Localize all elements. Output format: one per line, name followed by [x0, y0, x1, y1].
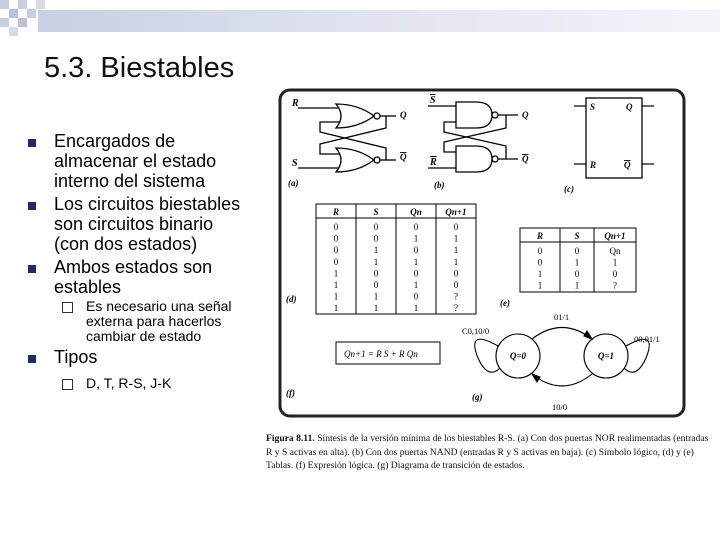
table-cell: 1 [413, 280, 419, 290]
table-cell: 0 [413, 222, 419, 232]
bullet-marker [28, 202, 36, 210]
bullet-1-line: almacenar el estado [54, 151, 217, 171]
table-cell: 0 [373, 233, 379, 244]
table-cell: 1 [537, 280, 543, 291]
table-cell: 1 [574, 280, 580, 291]
table-cell: 0 [373, 222, 379, 232]
table-cell: 1 [413, 303, 419, 314]
table-cell: 1 [537, 269, 543, 279]
label-r-input: R [292, 98, 299, 109]
table-header-cell: R [536, 231, 544, 241]
transition-10: 10/0 [552, 402, 568, 412]
label-d: (d) [286, 294, 297, 304]
label-s-symbol: S [590, 102, 596, 112]
table-cell: ? [454, 291, 458, 302]
label-qbar-symbol: Q [624, 160, 631, 170]
sub-bullet-1 [86, 299, 232, 344]
bullet-1-line: interno del sistema [54, 171, 206, 191]
table-cell: 1 [373, 245, 379, 256]
table-cell: Qn [609, 246, 621, 256]
table-cell: 1 [453, 256, 459, 267]
table-cell: 0 [333, 222, 339, 232]
table-cell: 0 [373, 280, 379, 290]
label-q-output: Q [522, 110, 529, 120]
label-a: (a) [288, 178, 299, 188]
table-cell: 0 [453, 268, 459, 279]
table-header-cell: S [574, 231, 580, 241]
label-rbar-input: R [430, 157, 437, 168]
table-cell: 1 [333, 280, 339, 290]
table-cell: 0 [574, 246, 580, 256]
label-e: (e) [500, 298, 510, 308]
table-cell: 0 [453, 280, 459, 290]
sub-bullet-marker [62, 379, 73, 390]
table-cell: 0 [413, 245, 419, 256]
label-qbar-output: Q [522, 154, 529, 164]
bullet-3-line: estables [54, 277, 122, 297]
sub-bullet-1-line: Es necesario una señal [86, 298, 232, 314]
slide-title: 5.3. Biestables [44, 52, 235, 84]
table-header-cell: Qn+1 [445, 207, 467, 217]
table-cell: ? [613, 280, 617, 291]
sub-bullet-marker [62, 302, 73, 313]
caption-text: Síntesis de la versión mínima de los biestables R-S. (a) Con dos puertas NOR realimentadas (entradas R y S activas en alta). (b) Con dos puertas NAND (entradas R y S activas en baja). (c) Símbolo lógico, (d) y (e) Tablas. (f) Expresión lógica. (g) Diagrama de transición de estados. [266, 433, 709, 471]
table-cell: 0 [612, 269, 618, 279]
bullet-marker [28, 355, 36, 363]
table-cell: 0 [537, 246, 543, 256]
loop-label-1: 00,01/1 [634, 334, 660, 344]
caption-label: Figura 8.11. [266, 433, 315, 444]
table-cell: 0 [413, 268, 419, 279]
table-header-cell: Qn+1 [604, 231, 626, 241]
table-cell: 1 [333, 303, 339, 314]
table-cell: 0 [333, 256, 339, 267]
table-cell: 0 [413, 291, 419, 302]
logic-expression: Qn+1 = R S + R Qn [344, 349, 418, 359]
table-cell: 1 [373, 291, 379, 302]
label-s-input: S [292, 158, 298, 169]
table-cell: 1 [333, 268, 339, 279]
label-g: (g) [472, 392, 483, 402]
table-header-cell: S [373, 207, 379, 217]
bullet-2-line: (con dos estados) [54, 234, 198, 254]
state-q1: Q=1 [597, 351, 615, 361]
table-cell: 1 [333, 291, 339, 302]
table-cell: 1 [574, 257, 580, 268]
label-f: (f) [286, 388, 295, 398]
table-header-cell: Qn [410, 207, 422, 217]
transition-01: 01/1 [554, 312, 570, 322]
label-b: (b) [434, 180, 445, 190]
table-cell: 1 [373, 303, 379, 314]
bullet-marker [28, 265, 36, 273]
table-cell: 0 [373, 268, 379, 279]
table-cell: 1 [373, 256, 379, 267]
state-q0: Q=0 [509, 351, 527, 361]
table-cell: 1 [413, 233, 419, 244]
bullet-marker [28, 139, 36, 147]
table-cell: 1 [453, 233, 459, 244]
figure-caption [266, 432, 714, 473]
table-cell: ? [454, 303, 458, 314]
table-cell: 0 [333, 245, 339, 256]
label-q-symbol: Q [626, 102, 633, 112]
bullet-1 [54, 131, 216, 191]
bullet-2-line: Los circuitos biestables [54, 194, 241, 214]
loop-label-0: C0,10/0 [462, 326, 490, 336]
bullet-3 [54, 257, 212, 297]
bullet-4: Tipos [54, 347, 98, 367]
label-q-output: Q [400, 110, 407, 120]
table-cell: 1 [453, 245, 459, 256]
sub-bullet-1-line: externa para hacerlos [86, 313, 222, 329]
bullet-2-line: son circuitos binario [54, 214, 214, 234]
table-cell: 0 [537, 257, 543, 268]
flipflop-figure [278, 88, 688, 420]
label-qbar-output: Q [400, 152, 407, 162]
table-cell: 1 [413, 256, 419, 267]
label-c: (c) [564, 184, 574, 194]
header-gradient-bar [38, 10, 720, 32]
bullet-3-line: Ambos estados son [54, 257, 213, 277]
label-r-symbol: R [590, 160, 597, 170]
sub-bullet-1-line: cambiar de estado [86, 328, 202, 344]
sub-bullet-2: D, T, R-S, J-K [86, 375, 172, 391]
label-sbar-input: S [430, 95, 436, 106]
table-cell: 0 [333, 233, 339, 244]
table-cell: 0 [574, 269, 580, 279]
bullet-1-line: Encargados de [54, 131, 176, 151]
table-cell: 1 [612, 257, 618, 268]
bullet-2 [54, 194, 240, 254]
table-cell: 0 [453, 222, 459, 232]
table-header-cell: R [332, 207, 340, 217]
